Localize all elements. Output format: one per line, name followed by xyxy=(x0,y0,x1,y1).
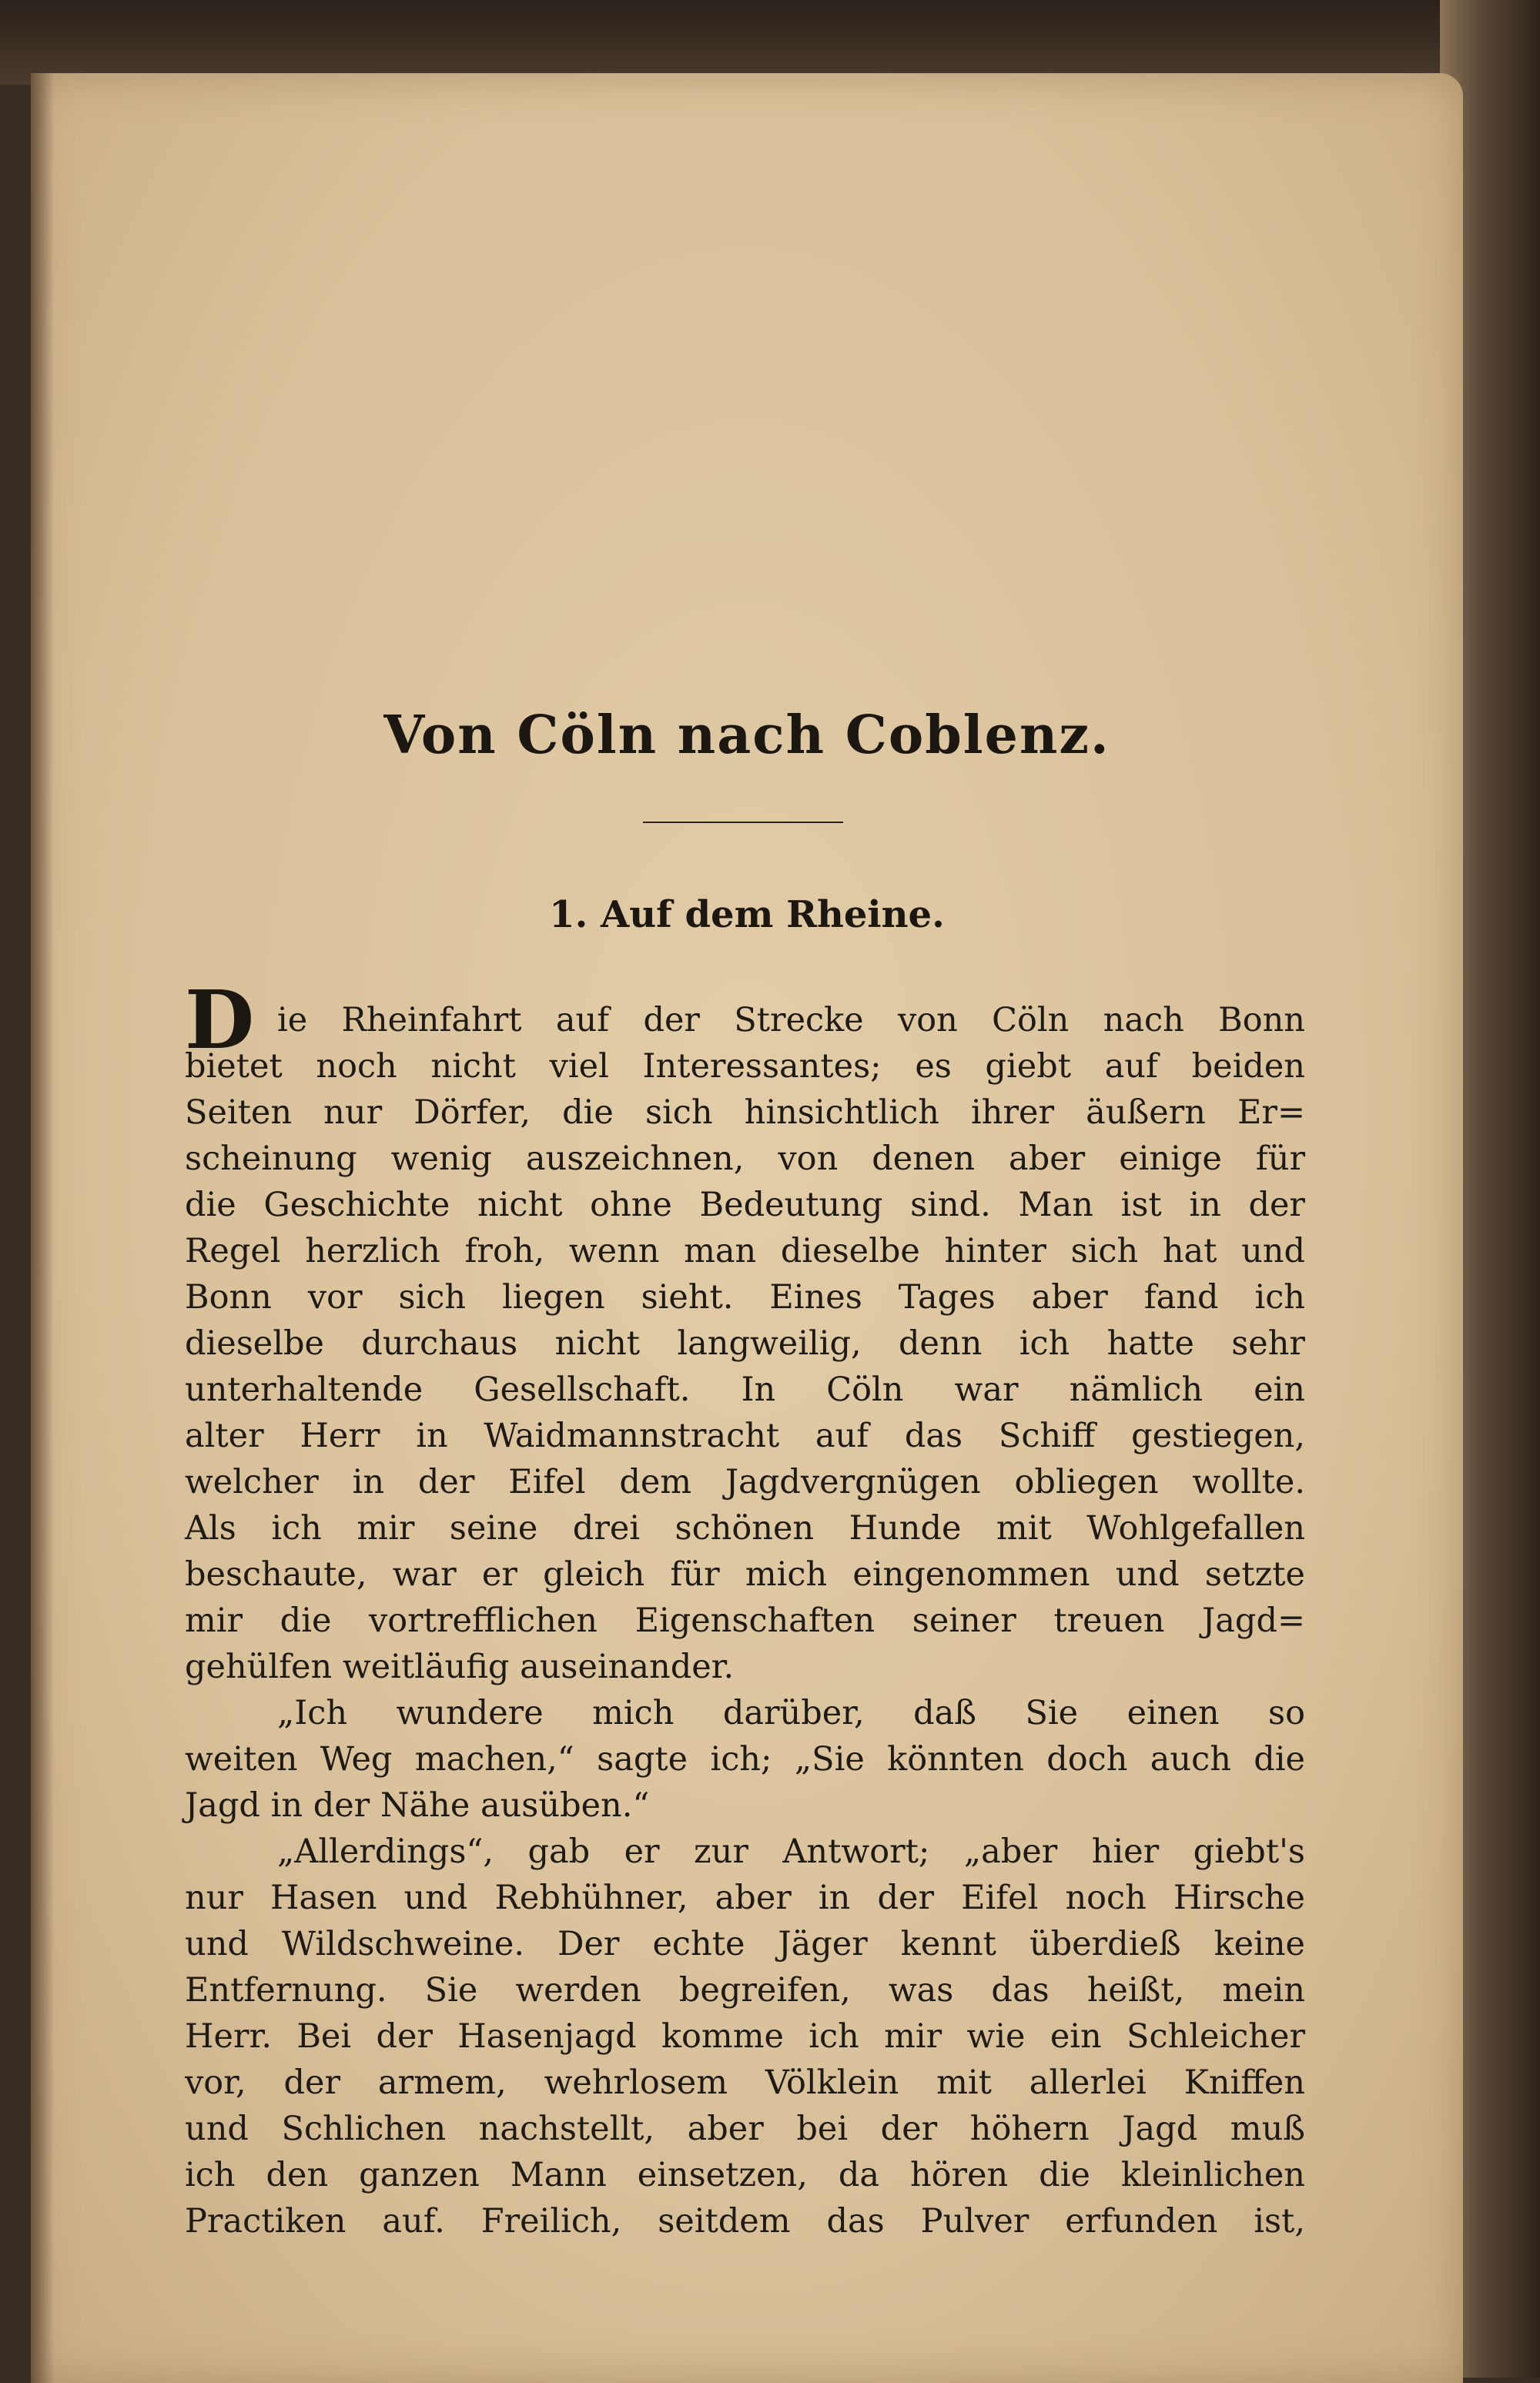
text-line: Jagd in der Nähe ausüben.“ xyxy=(185,1786,650,1825)
text-line: und Wildschweine. Der echte Jäger kennt überdieß keine xyxy=(185,1925,1305,1963)
page-gutter xyxy=(31,73,54,2383)
drop-cap: D xyxy=(185,972,255,1067)
text-line: vor, der armem, wehrlosem Völklein mit allerlei Kniffen xyxy=(185,2063,1305,2102)
book-page xyxy=(31,73,1463,2383)
text-line: nur Hasen und Rebhühner, aber in der Eifel noch Hirsche xyxy=(185,1879,1305,1917)
text-line: unterhaltende Gesellschaft. In Cöln war nämlich ein xyxy=(185,1371,1305,1409)
chapter-title: Von Cöln nach Coblenz. xyxy=(383,705,1110,766)
text-line: Als ich mir seine drei schönen Hunde mit Wohlgefallen xyxy=(185,1509,1305,1548)
text-line: die Geschichte nicht ohne Bedeutung sind. Man ist in der xyxy=(185,1186,1305,1224)
section-heading: 1. Auf dem Rheine. xyxy=(549,893,945,936)
text-line: welcher in der Eifel dem Jagdvergnügen obliegen wollte. xyxy=(185,1463,1305,1501)
text-line: beschaute, war er gleich für mich eingenommen und setzte xyxy=(185,1555,1305,1594)
text-line: mir die vortrefflichen Eigenschaften seiner treuen Jagd= xyxy=(185,1601,1305,1640)
text-line: alter Herr in Waidmannstracht auf das Schiff gestiegen, xyxy=(185,1417,1305,1455)
text-line: ie Rheinfahrt auf der Strecke von Cöln nach Bonn xyxy=(277,1001,1305,1039)
text-line: „Allerdings“, gab er zur Antwort; „aber hier giebt's xyxy=(277,1832,1305,1871)
text-line: ich den ganzen Mann einsetzen, da hören die kleinlichen xyxy=(185,2156,1305,2194)
text-line: Bonn vor sich liegen sieht. Eines Tages aber fand ich xyxy=(185,1278,1305,1317)
text-line: gehülfen weitläufig auseinander. xyxy=(185,1648,735,1686)
text-line: und Schlichen nachstellt, aber bei der höhern Jagd muß xyxy=(185,2110,1305,2148)
text-line: Practiken auf. Freilich, seitdem das Pulver erfunden ist, xyxy=(185,2202,1305,2241)
text-line: „Ich wundere mich darüber, daß Sie einen so xyxy=(277,1694,1305,1732)
body-text xyxy=(185,972,1305,2244)
text-line: Seiten nur Dörfer, die sich hinsichtlich ihrer äußern Er= xyxy=(185,1093,1305,1132)
text-line: bietet noch nicht viel Interessantes; es giebt auf beiden xyxy=(185,1047,1305,1086)
text-line: scheinung wenig auszeichnen, von denen aber einige für xyxy=(185,1140,1305,1178)
text-line: weiten Weg machen,“ sagte ich; „Sie könnten doch auch die xyxy=(185,1740,1305,1779)
text-line: Herr. Bei der Hasenjagd komme ich mir wie ein Schleicher xyxy=(185,2017,1305,2056)
text-line: Regel herzlich froh, wenn man dieselbe hinter sich hat und xyxy=(185,1232,1305,1270)
text-line: Entfernung. Sie werden begreifen, was das heißt, mein xyxy=(185,1971,1305,2010)
text-line: dieselbe durchaus nicht langweilig, denn ich hatte sehr xyxy=(185,1324,1305,1363)
book-top-edge xyxy=(0,0,1540,85)
title-divider xyxy=(643,822,843,823)
